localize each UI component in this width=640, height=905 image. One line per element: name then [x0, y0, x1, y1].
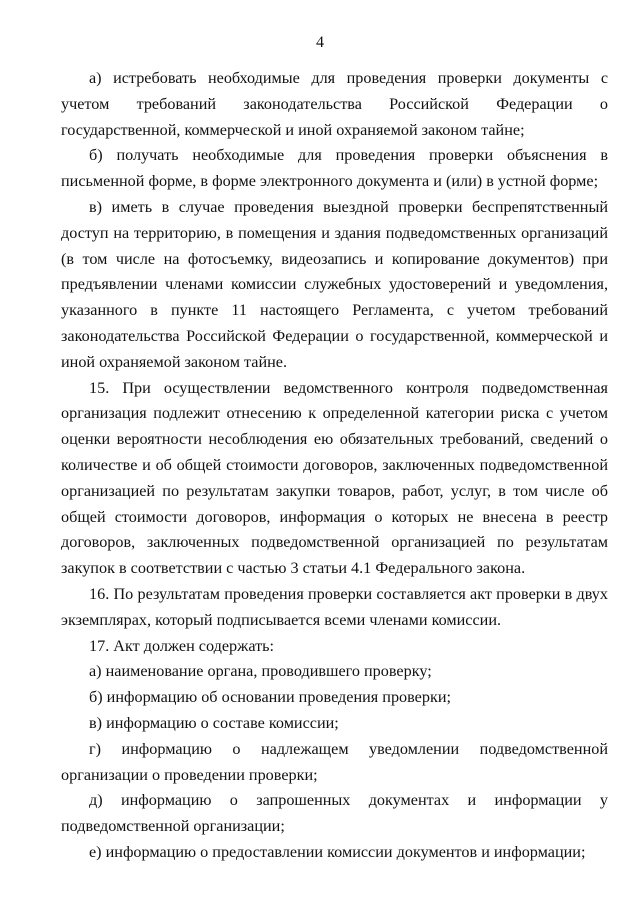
page-number: 4 [316, 34, 324, 51]
document-body [61, 66, 608, 866]
paragraph-17: 17. Акт должен содержать: [89, 636, 275, 655]
paragraph-14c: в) иметь в случае проведения выездной проверки беспрепятственный доступ на территорию, в помещения и здания подведомственных организаций (в том числе на фотосъемку, видеозапись и копирование документов) при предъявлении членами комиссии служебных удостоверений и уведомления, указанного в пункте 11 настоящего Регламента, с учетом требований законодательства Российской Федерации о государственной, коммерческой и иной охраняемой законом тайне. [61, 197, 608, 371]
paragraph-14a: а) истребовать необходимые для проведения проверки документы с учетом требований законодательства Российской Федерации о государственной, коммерческой и иной охраняемой законом тайне; [61, 69, 608, 139]
paragraph-17c: в) информацию о составе комиссии; [89, 713, 339, 732]
paragraph-17b: б) информацию об основании проведения проверки; [89, 688, 451, 707]
paragraph-17a: а) наименование органа, проводившего проверку; [89, 662, 432, 681]
paragraph-15: 15. При осуществлении ведомственного контроля подведомственная организация подлежит отнесению к определенной категории риска с учетом оценки вероятности несоблюдения ею обязательных требований, сведений о количестве и об общей стоимости договоров, заключенных подведомственной организацией по результатам закупки товаров, работ, услуг, в том числе об общей стоимости договоров, информация о которых не внесена в реестр договоров, заключенных подведомственной организацией по результатам закупок в соответствии с частью 3 статьи 4.1 Федерального закона. [61, 378, 608, 578]
paragraph-17d: г) информацию о надлежащем уведомлении подведомственной организации о проведении проверки; [61, 739, 608, 784]
paragraph-17f: е) информацию о предоставлении комиссии документов и информации; [89, 842, 586, 861]
paragraph-14b: б) получать необходимые для проведения проверки объяснения в письменной форме, в форме электронного документа и (или) в устной форме; [61, 146, 608, 191]
paragraph-17e: д) информацию о запрошенных документах и информации у подведомственной организации; [61, 791, 608, 836]
paragraph-16: 16. По результатам проведения проверки составляется акт проверки в двух экземплярах, который подписывается всеми членами комиссии. [61, 584, 608, 629]
